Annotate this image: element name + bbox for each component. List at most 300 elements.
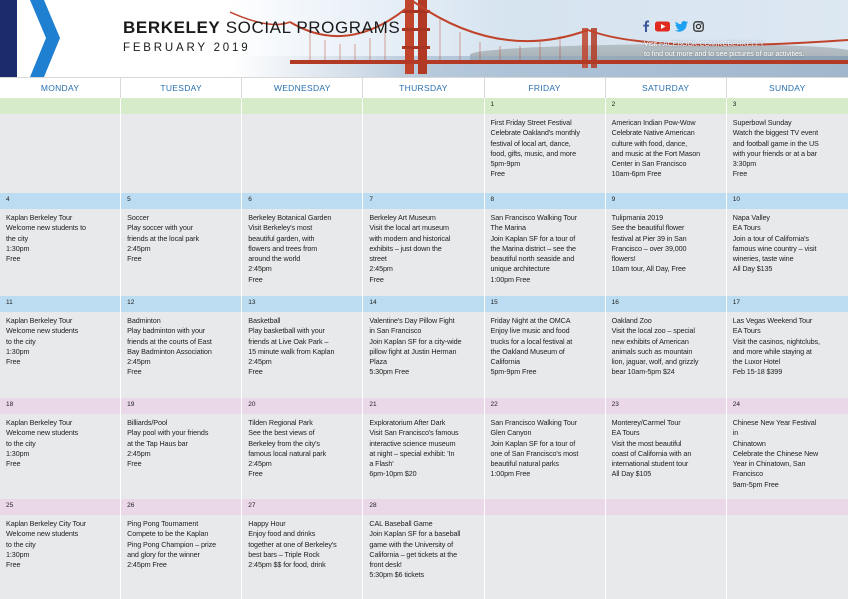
event-line: Free <box>127 254 142 264</box>
event-line: one of San Francisco's most <box>490 448 579 458</box>
date-strip <box>727 398 848 414</box>
event-line: and more while staying at <box>732 346 812 356</box>
event-line: at night – special exhibit: 'In <box>369 448 455 458</box>
event-line: Free <box>6 357 21 367</box>
event-details <box>612 316 722 378</box>
date-strip <box>0 98 120 114</box>
event-line: 2:45pm <box>248 264 272 274</box>
event-line: to the city <box>6 438 36 448</box>
date-strip <box>0 296 120 312</box>
calendar-cell <box>0 398 121 499</box>
event-line: game with the University of <box>369 539 453 549</box>
date-strip <box>363 98 483 114</box>
event-details <box>733 418 844 490</box>
event-details <box>733 118 844 180</box>
weekday-tuesday: TUESDAY <box>121 78 242 99</box>
calendar-cell <box>0 499 121 599</box>
date-number: 13 <box>248 299 256 306</box>
event-line: the Luxor Hotel <box>732 357 780 367</box>
date-number: 20 <box>248 401 256 408</box>
event-details <box>369 519 479 581</box>
weekday-monday: MONDAY <box>0 78 121 99</box>
date-strip <box>121 98 241 114</box>
event-line: Play basketball with your <box>248 326 325 336</box>
event-line: 5pm-9pm Free <box>490 367 537 377</box>
event-line: Bay Badminton Association <box>127 346 212 356</box>
date-strip <box>242 499 362 515</box>
weekday-thursday: THURSDAY <box>363 78 484 99</box>
cell-body <box>121 414 241 499</box>
cell-body <box>485 209 605 296</box>
page-title <box>123 18 400 38</box>
date-strip <box>0 398 120 414</box>
date-strip <box>363 193 483 209</box>
date-number: 5 <box>127 196 131 203</box>
event-line: 1:30pm <box>6 243 30 253</box>
event-details <box>127 519 237 570</box>
calendar-cell-empty <box>363 98 484 193</box>
calendar-cell <box>242 193 363 296</box>
date-number: 14 <box>369 299 377 306</box>
event-title: Happy Hour <box>248 519 286 528</box>
calendar-week <box>0 398 848 499</box>
event-title: Kaplan Berkeley Tour <box>6 418 73 427</box>
cell-body <box>363 414 483 499</box>
date-strip <box>485 499 605 515</box>
event-title: Tulipmania 2019 <box>611 213 663 222</box>
facebook-icon[interactable] <box>642 19 650 37</box>
event-line: 2:45pm <box>127 357 151 367</box>
page-header <box>0 0 848 77</box>
event-line: Watch the biggest TV event <box>732 128 819 138</box>
event-line: Visit San Francisco's famous <box>369 428 459 438</box>
cell-body <box>727 209 848 296</box>
event-line: Free <box>248 274 263 284</box>
event-line: to the city <box>6 539 36 549</box>
event-title: San Francisco Walking Tour <box>490 213 577 222</box>
date-strip <box>727 98 848 114</box>
event-title: Oakland Zoo <box>611 316 652 325</box>
date-number: 22 <box>490 401 498 408</box>
event-title: Chinese New Year Festival <box>732 418 817 427</box>
calendar-cell-empty <box>121 98 242 193</box>
event-line: a Flash' <box>369 459 394 469</box>
event-details <box>491 316 601 378</box>
event-line: bear 10am-5pm $24 <box>611 367 675 377</box>
event-line: and music at the Fort Mason <box>611 148 701 158</box>
event-details <box>612 418 722 480</box>
date-strip <box>606 499 726 515</box>
calendar-cell <box>727 296 848 398</box>
event-line: together at one of Berkeley's <box>248 539 337 549</box>
youtube-icon[interactable] <box>655 19 670 37</box>
social-note <box>644 40 844 59</box>
calendar-cell <box>121 398 242 499</box>
event-title: Friday Night at the OMCA <box>490 316 571 325</box>
event-line: unique architecture <box>490 264 550 274</box>
event-line: 1:30pm <box>6 549 30 559</box>
event-line: 1:00pm Free <box>490 274 531 284</box>
date-strip <box>485 296 605 312</box>
title-brand: BERKELEY <box>123 18 221 37</box>
event-line: Visit the casinos, nightclubs, <box>732 336 820 346</box>
weekday-wednesday: WEDNESDAY <box>242 78 363 99</box>
facebook-link[interactable]: FACEBOOK.COM/KCBERKELEY <box>659 41 765 48</box>
cell-body <box>242 414 362 499</box>
event-line: Berkeley from the city's <box>248 438 320 448</box>
event-line: 2:45pm <box>127 243 151 253</box>
event-line: animals such as mountain <box>611 346 693 356</box>
event-line: in <box>732 428 739 438</box>
cell-body <box>485 515 605 599</box>
event-title: Napa Valley <box>732 213 770 222</box>
event-line: famous wine country – visit <box>732 243 817 253</box>
date-strip <box>121 398 241 414</box>
cell-body <box>363 114 483 193</box>
event-title: Berkeley Art Museum <box>369 213 436 222</box>
date-number: 10 <box>732 196 740 203</box>
cell-body <box>606 414 726 499</box>
date-strip <box>485 193 605 209</box>
calendar-week <box>0 193 848 296</box>
event-line: 3:30pm <box>732 159 757 169</box>
event-details <box>612 213 722 275</box>
event-title: San Francisco Walking Tour <box>490 418 577 427</box>
event-line: flowers and trees from <box>248 243 318 253</box>
event-title: Kaplan Berkeley City Tour <box>6 519 87 528</box>
event-line: 2:45pm <box>127 448 151 458</box>
weekday-sunday: SUNDAY <box>769 83 806 93</box>
event-line: Francisco <box>732 469 764 479</box>
date-strip <box>606 296 726 312</box>
event-line: 5:30pm Free <box>369 367 410 377</box>
date-strip <box>242 296 362 312</box>
calendar-cell <box>242 296 363 398</box>
event-title: Berkeley Botanical Garden <box>248 213 332 222</box>
event-line: the Oakland Museum of <box>490 346 565 356</box>
event-line: 2:45pm <box>248 357 272 367</box>
event-title: Las Vegas Weekend Tour <box>732 316 813 325</box>
date-number: 11 <box>6 299 13 306</box>
event-title: Monterey/Carmel Tour <box>611 418 681 427</box>
event-line: All Day $135 <box>732 264 773 274</box>
event-line: food, gifts, music, and more <box>490 148 576 158</box>
event-line: Year in Chinatown, San <box>732 459 806 469</box>
event-line: friends at Live Oak Park – <box>248 336 329 346</box>
event-line: Free <box>248 367 263 377</box>
event-line: Free <box>732 169 748 179</box>
date-strip <box>242 193 362 209</box>
event-details <box>491 418 601 480</box>
event-line: The Marina <box>490 223 526 233</box>
event-line: Plaza <box>369 357 387 367</box>
weekday-saturday: SATURDAY <box>606 78 727 99</box>
event-line: 10am-6pm Free <box>611 169 662 179</box>
event-line: Enjoy food and drinks <box>248 529 316 539</box>
event-details <box>491 118 601 180</box>
event-line: with modern and historical <box>369 233 451 243</box>
event-line: the city <box>6 233 28 243</box>
event-line: the Marina district – see the <box>490 243 576 253</box>
event-line: Compete to be the Kaplan <box>127 529 209 539</box>
event-line: friends at the courts of East <box>127 336 212 346</box>
date-number: 23 <box>611 401 619 408</box>
date-number: 9 <box>611 196 616 203</box>
event-line: 15 minute walk from Kaplan <box>248 346 335 356</box>
calendar-cell <box>121 193 242 296</box>
event-details <box>369 418 479 480</box>
calendar-cell <box>363 296 484 398</box>
date-number: 27 <box>248 502 256 509</box>
cell-body <box>242 114 362 193</box>
date-strip <box>727 193 848 209</box>
event-line: festival at Pier 39 in San <box>611 233 687 243</box>
event-line: Free <box>490 169 505 179</box>
event-line: Center in San Francisco <box>611 159 687 169</box>
cell-body <box>485 312 605 398</box>
event-details <box>248 316 358 378</box>
cell-body <box>727 414 848 499</box>
date-strip <box>727 296 848 312</box>
calendar-cell <box>121 296 242 398</box>
calendar-cell <box>485 398 606 499</box>
event-line: Free <box>6 459 21 469</box>
event-line: with your friends or at a bar <box>732 148 817 158</box>
event-line: Free <box>369 274 384 284</box>
event-title: First Friday Street Festival <box>490 118 572 127</box>
event-line: 5pm-9pm <box>490 159 521 169</box>
cell-body <box>0 209 120 296</box>
date-number: 28 <box>369 502 377 509</box>
event-title: Valentine's Day Pillow Fight <box>369 316 455 325</box>
date-number: 26 <box>127 502 135 509</box>
event-title: American Indian Pow-Wow <box>611 118 696 127</box>
event-line: Ping Pong Champion – prize <box>127 539 217 549</box>
event-line: 6pm-10pm $20 <box>369 469 417 479</box>
title-rest: SOCIAL PROGRAMS <box>220 18 401 37</box>
event-details <box>369 213 479 285</box>
event-line: Welcome new students <box>6 428 79 438</box>
date-number: 15 <box>490 299 498 306</box>
date-strip <box>606 398 726 414</box>
cell-body <box>242 209 362 296</box>
event-line: Francisco – over 39,000 <box>611 243 687 253</box>
calendar-cell <box>363 193 484 296</box>
event-line: famous local natural park <box>248 448 327 458</box>
event-title: Superbowl Sunday <box>732 118 792 127</box>
event-line: Visit the most beautiful <box>611 438 682 448</box>
calendar-cell <box>0 193 121 296</box>
event-line: 5:30pm $6 tickets <box>369 570 425 580</box>
event-line: pillow fight at Justin Herman <box>369 346 457 356</box>
cell-body <box>363 515 483 599</box>
event-line: and glory for the winner <box>127 549 200 559</box>
cell-body <box>485 114 605 193</box>
date-number: 24 <box>732 401 740 408</box>
event-line: in San Francisco <box>369 326 422 336</box>
date-number: 3 <box>732 101 737 108</box>
cell-body <box>485 414 605 499</box>
date-strip <box>606 193 726 209</box>
event-line: 9am-5pm Free <box>732 479 779 489</box>
date-number: 7 <box>369 196 373 203</box>
calendar-cell <box>363 398 484 499</box>
date-strip <box>242 398 362 414</box>
calendar-cell-empty <box>727 499 848 599</box>
date-strip <box>0 193 120 209</box>
event-details <box>248 213 358 285</box>
event-title: Soccer <box>127 213 149 222</box>
event-title: Basketball <box>248 316 281 325</box>
event-line: California <box>490 357 520 367</box>
event-line: best bars – Triple Rock <box>248 549 320 559</box>
event-line: All Day $105 <box>611 469 652 479</box>
event-title: Ping Pong Tournament <box>127 519 199 528</box>
event-line: front desk! <box>369 560 402 570</box>
event-line: Celebrate the Chinese New <box>732 448 819 458</box>
event-line: at the Tap Haus bar <box>127 438 188 448</box>
event-details <box>6 316 116 367</box>
event-line: lion, jaguar, wolf, and grizzly <box>611 357 699 367</box>
month-label: FEBRUARY 2019 <box>123 42 251 54</box>
calendar-week <box>0 98 848 193</box>
date-number: 6 <box>248 196 252 203</box>
event-details <box>491 213 601 285</box>
event-line: flowers! <box>611 254 636 264</box>
event-line: new exhibits of American <box>611 336 689 346</box>
event-details <box>612 118 722 180</box>
calendar-cell-empty <box>485 499 606 599</box>
calendar-cell <box>727 193 848 296</box>
cell-body <box>121 312 241 398</box>
calendar-cell-empty <box>606 499 727 599</box>
event-line: and football game in the US <box>732 138 819 148</box>
twitter-icon[interactable] <box>675 19 688 37</box>
calendar-cell-empty <box>242 98 363 193</box>
calendar-cell <box>485 296 606 398</box>
event-line: 2:45pm $$ for food, drink <box>248 560 326 570</box>
event-details <box>127 316 237 378</box>
event-line: 2:45pm Free <box>127 560 167 570</box>
kaplan-logo <box>0 0 82 77</box>
weekday-friday: FRIDAY <box>485 78 606 99</box>
calendar-cell <box>242 499 363 599</box>
date-strip <box>121 296 241 312</box>
event-line: Visit Berkeley's most <box>248 223 313 233</box>
event-line: Join Kaplan SF for a tour of <box>490 233 576 243</box>
date-strip <box>727 499 848 515</box>
calendar-cell <box>121 499 242 599</box>
event-line: Visit the local zoo – special <box>611 326 695 336</box>
calendar-cell <box>606 296 727 398</box>
weekday-header-row <box>0 77 848 98</box>
event-title: Exploratorium After Dark <box>369 418 446 427</box>
event-line: Free <box>127 459 142 469</box>
event-line: beautiful north seaside and <box>490 254 575 264</box>
date-strip <box>485 98 605 114</box>
event-title: Kaplan Berkeley Tour <box>6 316 73 325</box>
event-line: Free <box>248 469 263 479</box>
social-note-line1 <box>644 40 844 50</box>
event-line: Free <box>6 254 21 264</box>
cell-body <box>242 515 362 599</box>
event-line: international student tour <box>611 459 689 469</box>
social-note-prefix: Visit <box>644 41 660 48</box>
social-icons <box>642 19 704 37</box>
event-line: Welcome new students <box>6 529 79 539</box>
instagram-icon[interactable] <box>693 19 704 37</box>
cell-body <box>727 114 848 193</box>
event-line: See the beautiful flower <box>611 223 685 233</box>
date-number: 25 <box>6 502 14 509</box>
event-title: Tilden Regional Park <box>248 418 313 427</box>
calendar-cell <box>485 98 606 193</box>
cell-body <box>242 312 362 398</box>
calendar-cell <box>0 296 121 398</box>
event-title: Badminton <box>127 316 161 325</box>
cell-body <box>0 515 120 599</box>
calendar-cell <box>485 193 606 296</box>
event-line: trucks for a local festival at <box>490 336 573 346</box>
event-line: to the city <box>6 336 36 346</box>
calendar-cell <box>606 193 727 296</box>
event-details <box>6 213 116 264</box>
cell-body <box>0 312 120 398</box>
calendar-cell-empty <box>0 98 121 193</box>
event-line: EA Tours <box>732 223 761 233</box>
cell-body <box>363 312 483 398</box>
cell-body <box>363 209 483 296</box>
event-line: 10am tour, All Day, Free <box>611 264 686 274</box>
date-strip <box>121 193 241 209</box>
date-number: 1 <box>490 101 495 108</box>
cell-body <box>606 114 726 193</box>
date-number: 17 <box>732 299 740 306</box>
event-title: Billiards/Pool <box>127 418 168 427</box>
date-strip <box>363 499 483 515</box>
date-strip <box>485 398 605 414</box>
golden-gate-bridge-image <box>230 0 848 77</box>
event-line: Join Kaplan SF for a tour of <box>490 438 576 448</box>
event-title: Kaplan Berkeley Tour <box>6 213 73 222</box>
calendar-cell <box>606 398 727 499</box>
event-line: EA Tours <box>732 326 761 336</box>
event-line: around the world <box>248 254 301 264</box>
calendar-cell <box>242 398 363 499</box>
event-line: Chinatown <box>732 438 766 448</box>
date-strip <box>242 98 362 114</box>
calendar-week <box>0 296 848 398</box>
event-line: interactive science museum <box>369 438 456 448</box>
event-line: beautiful natural parks <box>490 459 559 469</box>
event-line: Free <box>127 367 142 377</box>
event-line: See the best views of <box>248 428 315 438</box>
event-line: Celebrate Oakland's monthly <box>490 128 580 138</box>
event-details <box>6 519 116 570</box>
calendar-week <box>0 499 848 599</box>
event-line: culture with food, dance, <box>611 138 688 148</box>
event-line: 2:45pm <box>369 264 393 274</box>
event-line: Play badminton with your <box>127 326 206 336</box>
event-line: exhibits – just down the <box>369 243 442 253</box>
date-number: 16 <box>611 299 619 306</box>
event-details <box>733 316 844 378</box>
event-line: beautiful garden, with <box>248 233 315 243</box>
event-line: Play soccer with your <box>127 223 193 233</box>
event-line: Join Kaplan SF for a baseball <box>369 529 461 539</box>
cell-body <box>606 312 726 398</box>
cell-body <box>121 209 241 296</box>
